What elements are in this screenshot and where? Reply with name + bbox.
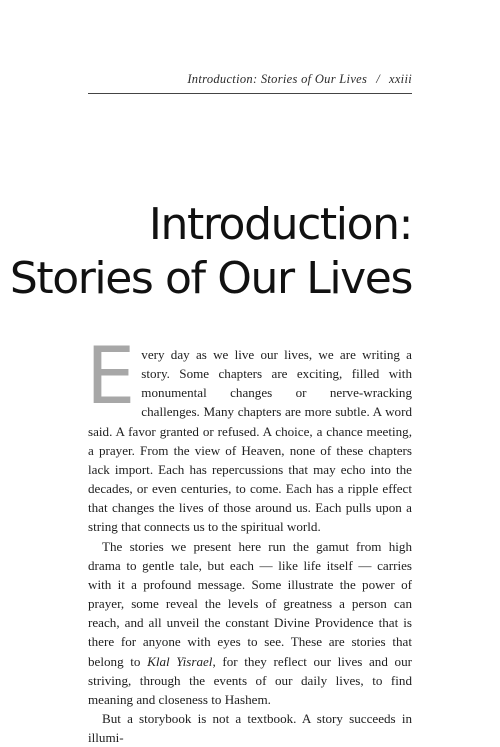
running-title: Introduction: Stories of Our Lives: [187, 72, 368, 86]
paragraph-2-italic: Klal Yisrael: [147, 653, 213, 669]
paragraph-1-text: very day as we live our lives, we are writing a story. Some chapters are exciting, filled with monumental changes or nerve-wracking challenges. Many chapters are more subtle. A word said. A favor granted or refused. A choice, a chance meeting, a prayer. From the view of Heaven, none of these chapters lack import. Each has repercussions that may echo into the decades, or even centuries, to come. Each has a ripple effect that changes the lives of those around us. Each pulls upon a string that connects us to the spiritual world.: [88, 347, 412, 535]
chapter-title-line-2: Stories of Our Lives: [9, 253, 412, 304]
running-head: [187, 72, 412, 87]
running-head-separator: /: [376, 72, 380, 86]
chapter-title: [10, 198, 412, 306]
body-text: [86, 332, 412, 747]
paragraph-3: But a storybook is not a textbook. A story succeeds in illumi-: [88, 710, 412, 746]
drop-cap: E: [86, 332, 136, 422]
paragraph-2-text-a: The stories we present here run the gamut from high drama to gentle tale, but each — like life itself — carries with it a profound message. Some illustrate the power of prayer, some reveal the levels of greatness a person can reach, and all unveil the constant Divine Providence that is there for anyone with eyes to see. These are stories that belong to: [88, 538, 412, 669]
page-number: xxiii: [388, 72, 412, 86]
paragraph-2: [88, 537, 412, 709]
header-rule: [88, 93, 412, 94]
chapter-title-line-1: Introduction:: [148, 199, 412, 250]
paragraph-2-text-b: , for they reflect our lives and our striving, through the events of our daily lives, to find meaning and closeness to Hashem.: [88, 653, 412, 707]
paragraph-1: [86, 332, 412, 537]
